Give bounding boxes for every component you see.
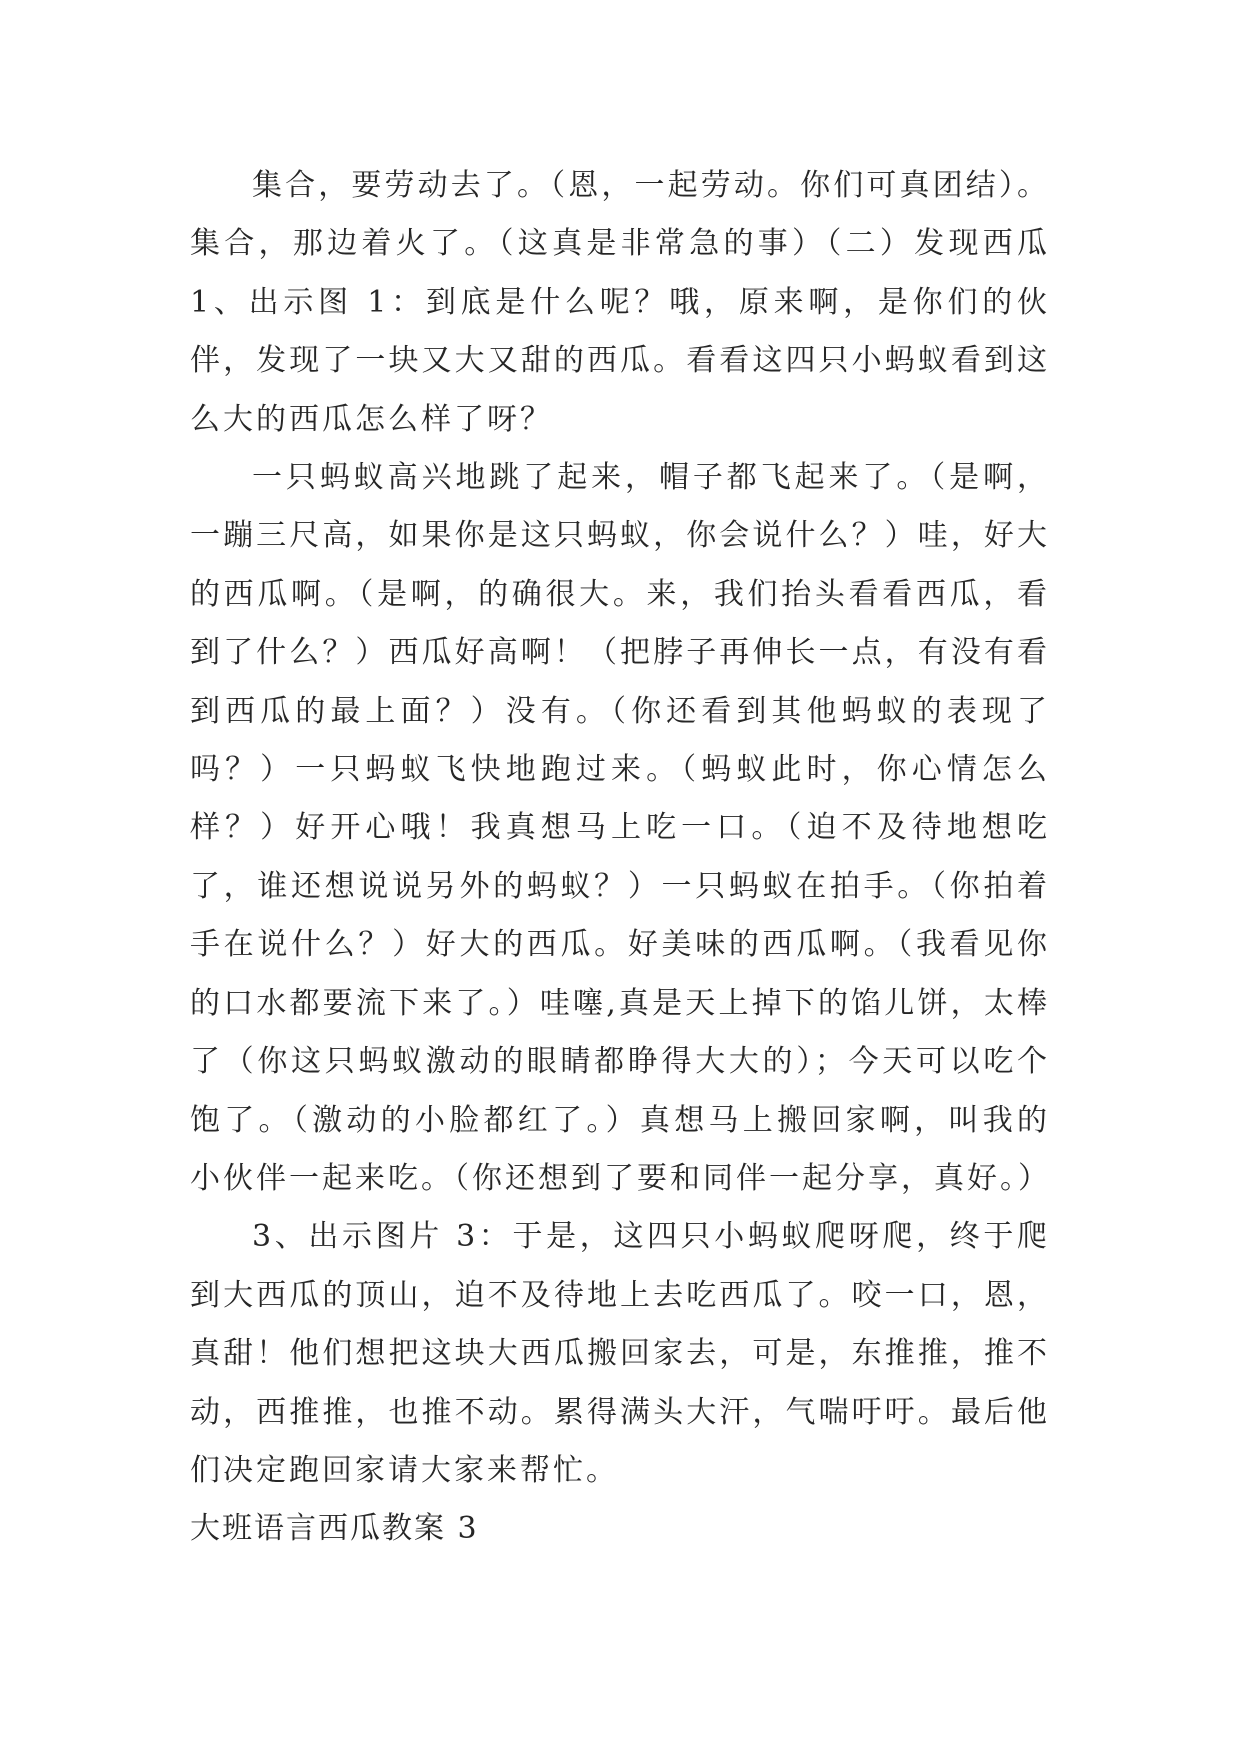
section-heading: 大班语言西瓜教案 3 [190,1511,479,1547]
paragraph-1: 集合，要劳动去了。（恩，一起劳动。你们可真团结）。集合，那边着火了。（这真是非常急的事）（二）发现西瓜 1、出示图 1：到底是什么呢？哦，原来啊，是你们的伙伴，发现了一块又大又甜的西瓜。看看这四只小蚂蚁看到这么大的西瓜怎么样了呀？ [190,168,1050,437]
paragraph-2: 一只蚂蚁高兴地跳了起来，帽子都飞起来了。（是啊，一蹦三尺高，如果你是这只蚂蚁，你会说什么？）哇，好大的西瓜啊。（是啊，的确很大。来，我们抬头看看西瓜，看到了什么？）西瓜好高啊！（把脖子再伸长一点，有没有看到西瓜的最上面？）没有。（你还看到其他蚂蚁的表现了吗？）一只蚂蚁飞快地跑过来。（蚂蚁此时，你心情怎么样？）好开心哦！我真想马上吃一口。（迫不及待地想吃了，谁还想说说另外的蚂蚁？）一只蚂蚁在拍手。（你拍着手在说什么？）好大的西瓜。好美味的西瓜啊。（我看见你的口水都要流下来了。）哇噻,真是天上掉下的馅儿饼，太棒了（你这只蚂蚁激动的眼睛都睁得大大的）；今天可以吃个饱了。（激动的小脸都红了。）真想马上搬回家啊，叫我的小伙伴一起来吃。（你还想到了要和同伴一起分享，真好。） [190,460,1051,1196]
document-body [190,157,1050,1559]
paragraph-3: 3、出示图片 3：于是，这四只小蚂蚁爬呀爬，终于爬到大西瓜的顶山，迫不及待地上去吃西瓜了。咬一口，恩，真甜！他们想把这块大西瓜搬回家去，可是，东推推，推不动，西推推，也推不动。累得满头大汗，气喘吁吁。最后他们决定跑回家请大家来帮忙。 [190,1219,1050,1488]
